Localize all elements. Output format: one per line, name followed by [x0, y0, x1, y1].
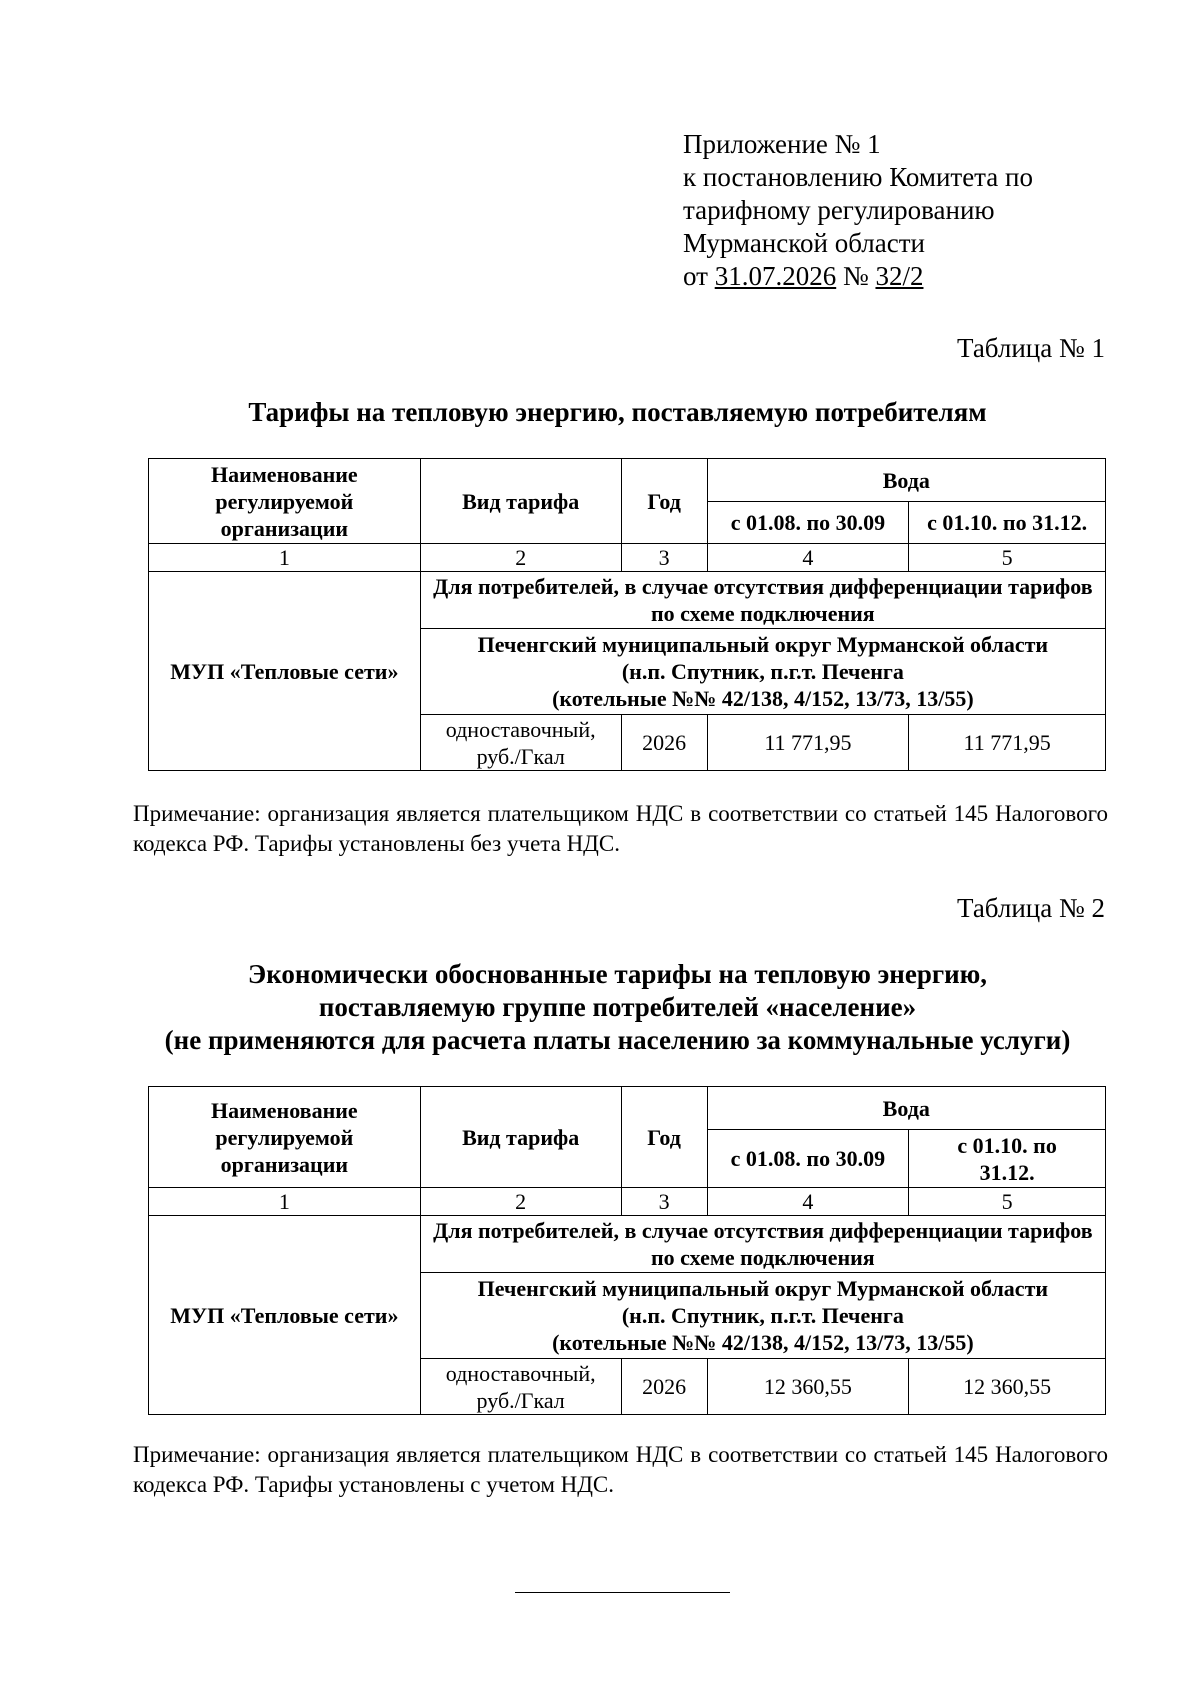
organization-name: МУП «Тепловые сети» [149, 1216, 421, 1415]
appendix-line-2: к постановлению Комитета по [683, 162, 1033, 192]
header-year: Год [621, 1087, 707, 1188]
column-number: 5 [909, 1188, 1106, 1216]
territory-line-2: (н.п. Спутник, п.г.т. Печенга [621, 659, 904, 684]
appendix-line-4: Мурманской области [683, 228, 925, 258]
consumer-condition-row: Для потребителей, в случае отсутствия дифференциации тарифов по схеме подключения [420, 572, 1105, 629]
tariff-type-cell: одноставочный, руб./Гкал [420, 715, 621, 771]
table-1-footnote: Примечание: организация является плательщиком НДС в соответствии со статьей 145 Налогового кодекса РФ. Тарифы установлены без учета НДС. [133, 801, 1108, 856]
value-cell: 11 771,95 [909, 715, 1106, 771]
appendix-header [683, 128, 1033, 293]
value-cell: 12 360,55 [909, 1359, 1106, 1415]
table-2-title-line: (не применяются для расчета платы населению за коммунальные услуги) [164, 1025, 1071, 1055]
territory-line-1: Печенгский муниципальный округ Мурманской области [477, 632, 1049, 657]
territory-line-1: Печенгский муниципальный округ Мурманской области [477, 1276, 1049, 1301]
header-period-2: с 01.10. по 31.12. [909, 1130, 1106, 1188]
table-2-footnote: Примечание: организация является плательщиком НДС в соответствии со статьей 145 Налогового кодекса РФ. Тарифы установлены с учетом НДС. [133, 1442, 1108, 1497]
territory-line-2: (н.п. Спутник, п.г.т. Печенга [621, 1303, 904, 1328]
header-org: Наименование регулируемой организации [149, 1087, 421, 1188]
column-number: 3 [621, 544, 707, 572]
appendix-line-3: тарифному регулированию [683, 195, 995, 225]
header-tariff-type: Вид тарифа [420, 1087, 621, 1188]
appendix-date-line [683, 260, 1033, 293]
table-2-title [130, 958, 1105, 1057]
header-period-1: с 01.08. по 30.09 [707, 1130, 909, 1188]
column-number: 4 [707, 1188, 909, 1216]
header-tariff-type: Вид тарифа [420, 459, 621, 544]
table-2-title-line: Экономически обоснованные тарифы на тепловую энергию, [247, 959, 988, 989]
table-2-title-line: поставляемую группе потребителей «население» [318, 992, 917, 1022]
header-org: Наименование регулируемой организации [149, 459, 421, 544]
header-water: Вода [707, 1087, 1105, 1130]
header-water: Вода [707, 459, 1105, 502]
resolution-date: 31.07.2026 [714, 261, 837, 291]
table-1-label: Таблица № 1 [957, 333, 1105, 363]
tariff-table-2 [148, 1086, 1106, 1415]
column-number: 3 [621, 1188, 707, 1216]
tariff-table-1 [148, 458, 1106, 771]
column-numbers-row [149, 1188, 1106, 1216]
header-period-2: с 01.10. по 31.12. [909, 502, 1106, 544]
year-cell: 2026 [621, 1359, 707, 1415]
value-cell: 11 771,95 [707, 715, 909, 771]
header-year: Год [621, 459, 707, 544]
appendix-title: Приложение № 1 [683, 129, 881, 159]
header-period-1: с 01.08. по 30.09 [707, 502, 909, 544]
table-2-label: Таблица № 2 [957, 893, 1105, 923]
territory-line-3: (котельные №№ 42/138, 4/152, 13/73, 13/55) [552, 686, 974, 711]
column-number: 2 [420, 544, 621, 572]
organization-name: МУП «Тепловые сети» [149, 572, 421, 771]
closing-rule [515, 1592, 730, 1593]
column-number: 1 [149, 544, 421, 572]
value-cell: 12 360,55 [707, 1359, 909, 1415]
column-number: 1 [149, 1188, 421, 1216]
year-cell: 2026 [621, 715, 707, 771]
column-number: 4 [707, 544, 909, 572]
number-prefix: № [836, 261, 876, 291]
column-number: 5 [909, 544, 1106, 572]
tariff-type-cell: одноставочный, руб./Гкал [420, 1359, 621, 1415]
table-1-title-line: Тарифы на тепловую энергию, поставляемую потребителям [248, 397, 987, 427]
consumer-condition-row: Для потребителей, в случае отсутствия дифференциации тарифов по схеме подключения [420, 1216, 1105, 1273]
date-prefix: от [683, 261, 715, 291]
column-number: 2 [420, 1188, 621, 1216]
territory-line-3: (котельные №№ 42/138, 4/152, 13/73, 13/55) [552, 1330, 974, 1355]
territory-row [420, 1273, 1105, 1359]
table-1-title [130, 396, 1105, 429]
resolution-number: 32/2 [875, 261, 924, 291]
column-numbers-row [149, 544, 1106, 572]
territory-row [420, 629, 1105, 715]
